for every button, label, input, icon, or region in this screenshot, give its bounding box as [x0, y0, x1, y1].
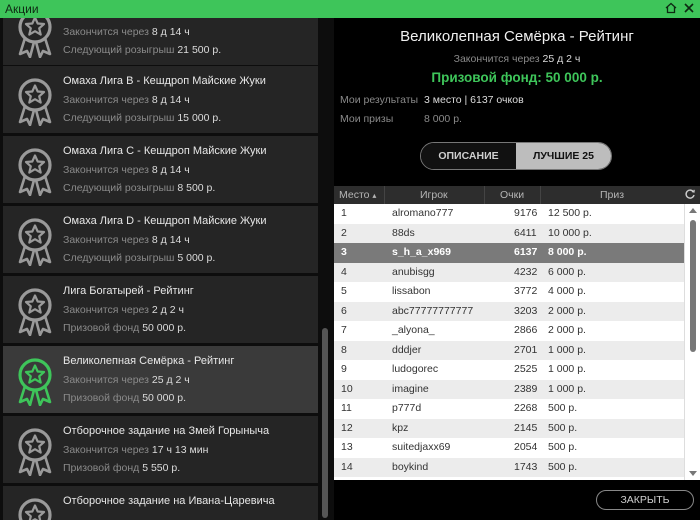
cell-prize: 2 000 р. [548, 304, 586, 317]
promo-line1 [63, 374, 190, 386]
promotions-list [0, 18, 334, 520]
cell-place: 9 [341, 363, 347, 375]
cell-prize: 500 р. [548, 441, 578, 453]
cell-player: anubisgg [392, 265, 435, 278]
cell-player: _alyona_ [392, 324, 435, 336]
promo-line2-value: 21 500 р. [177, 44, 222, 56]
cell-prize: 4 000 р. [548, 285, 586, 297]
promo-line2-label: Следующий розыгрыш [63, 44, 175, 56]
table-row[interactable] [334, 263, 684, 283]
detail-ends-value: 25 д 2 ч [542, 53, 581, 65]
promo-line1-label: Закончится через [63, 234, 149, 246]
my-results-label: Мои результаты [340, 94, 419, 106]
tab-top25[interactable]: ЛУЧШИЕ 25 [516, 143, 611, 169]
cell-points: 1743 [514, 460, 538, 473]
table-row[interactable] [334, 341, 684, 361]
table-row[interactable] [334, 360, 684, 380]
promo-card[interactable] [3, 66, 318, 134]
promo-line2-value: 5 550 р. [142, 462, 181, 474]
promo-card[interactable] [3, 346, 318, 414]
promo-line1 [63, 304, 184, 316]
promo-line2-label: Призовой фонд [63, 392, 140, 404]
cell-player: abc77777777777 [392, 304, 474, 317]
promo-card[interactable] [3, 486, 318, 520]
cell-prize: 1 000 р. [548, 363, 586, 375]
detail-tabs [420, 142, 612, 170]
promo-line2 [63, 252, 215, 264]
leaderboard-table [334, 204, 684, 480]
promo-name: Омаха Лига С - Кешдроп Майские Жуки [63, 145, 267, 157]
cell-prize: 1 000 р. [548, 343, 586, 356]
promo-name: Великолепная Семёрка - Рейтинг [63, 355, 235, 367]
promo-card[interactable] [3, 416, 318, 484]
close-button[interactable]: ЗАКРЫТЬ [596, 490, 694, 510]
cell-player: kpz [392, 421, 409, 434]
promo-line1 [63, 444, 208, 456]
award-ribbon-icon [13, 356, 57, 406]
cell-place: 4 [341, 265, 347, 278]
promo-line1 [63, 234, 190, 246]
cell-prize: 8 000 р. [548, 246, 587, 258]
promo-line1-value: 25 д 2 ч [151, 374, 190, 386]
header-prize[interactable]: Приз [600, 189, 625, 201]
promo-name: Отборочное задание на Змей Горыныча [63, 425, 270, 437]
scroll-down-icon [689, 471, 697, 476]
cell-place: 14 [341, 460, 353, 473]
promo-line1-value: 2 д 2 ч [151, 304, 184, 316]
cell-points: 4232 [514, 265, 538, 278]
promo-line2 [63, 182, 215, 194]
cell-place: 8 [341, 343, 347, 356]
promo-name: Отборочное задание на Ивана-Царевича [63, 495, 275, 507]
promo-line1-value: 8 д 14 ч [151, 94, 190, 106]
cell-player: lissabon [392, 285, 431, 297]
cell-place: 5 [341, 285, 347, 297]
title-bar [0, 0, 700, 18]
promo-line2-label: Призовой фонд [63, 462, 140, 474]
cell-place: 12 [341, 421, 353, 434]
home-icon[interactable] [664, 1, 678, 15]
table-row-current-player[interactable] [334, 243, 684, 263]
cell-place: 7 [341, 324, 347, 336]
promo-line2-value: 15 000 р. [177, 112, 222, 124]
header-points[interactable]: Очки [500, 189, 525, 201]
cell-player: dddjer [392, 343, 422, 356]
award-ribbon-icon [13, 146, 57, 196]
list-scrollbar[interactable] [322, 328, 328, 518]
promo-line1-label: Закончится через [63, 94, 149, 106]
award-ribbon-icon [13, 286, 57, 336]
cell-points: 6411 [514, 226, 537, 239]
table-scroll-thumb[interactable] [690, 220, 696, 352]
cell-prize: 500 р. [548, 402, 578, 414]
table-row[interactable] [334, 458, 684, 478]
promo-line1 [63, 164, 190, 176]
table-row[interactable] [334, 204, 684, 224]
promo-line1-label: Закончится через [63, 444, 149, 456]
award-ribbon-icon [13, 426, 57, 476]
sort-arrow-icon: ▴ [372, 191, 377, 200]
table-row[interactable] [334, 282, 684, 302]
promo-name: Лига Богатырей - Рейтинг [63, 285, 194, 297]
scroll-up-icon [689, 208, 697, 213]
promo-card[interactable] [3, 18, 318, 66]
promo-line1-label: Закончится через [63, 374, 149, 386]
my-prizes-label: Мои призы [340, 113, 394, 125]
my-prizes [340, 113, 462, 125]
prize-fund: Призовой фонд: 50 000 р. [431, 70, 603, 85]
promo-line2-value: 5 000 р. [177, 252, 216, 264]
promo-line2-label: Следующий розыгрыш [63, 112, 175, 124]
table-row[interactable] [334, 399, 684, 419]
table-scrollbar[interactable] [684, 204, 700, 480]
table-row[interactable] [334, 380, 684, 400]
cell-player: ludogorec [392, 363, 439, 375]
table-header [334, 186, 700, 204]
header-player[interactable]: Игрок [420, 189, 448, 201]
header-place[interactable]: Место ▴ [339, 189, 377, 201]
promo-card[interactable] [3, 276, 318, 344]
cell-prize: 12 500 р. [548, 207, 592, 219]
cell-prize: 500 р. [548, 421, 578, 434]
cell-place: 10 [341, 382, 353, 395]
cell-place: 13 [341, 441, 353, 453]
cell-prize: 1 000 р. [548, 382, 586, 395]
promo-line2-value: 50 000 р. [142, 392, 186, 404]
cell-player: suitedjaxx69 [392, 441, 451, 453]
table-row[interactable] [334, 321, 684, 341]
promo-line1-value: 8 д 14 ч [151, 164, 190, 176]
cell-points: 3203 [514, 304, 538, 317]
cell-prize: 2 000 р. [548, 324, 586, 336]
promo-line2 [63, 44, 221, 56]
promo-line1-value: 17 ч 13 мин [151, 444, 209, 456]
cell-place: 1 [341, 207, 347, 219]
promo-line1-label: Закончится через [63, 304, 149, 316]
cell-points: 2701 [514, 343, 538, 356]
cell-place: 6 [341, 304, 347, 317]
cell-place: 2 [341, 226, 347, 239]
refresh-icon[interactable] [684, 188, 696, 203]
cell-prize: 500 р. [548, 460, 578, 473]
detail-title: Великолепная Семёрка - Рейтинг [400, 28, 634, 45]
promo-name: Омаха Лига В - Кешдроп Майские Жуки [63, 75, 266, 87]
promo-line2-label: Следующий розыгрыш [63, 182, 175, 194]
close-icon[interactable] [682, 1, 696, 15]
table-row[interactable] [334, 438, 684, 458]
cell-points: 2525 [514, 363, 538, 375]
cell-points: 2268 [514, 402, 538, 414]
promo-line1 [63, 26, 190, 38]
cell-player: 88ds [392, 226, 415, 239]
detail-ends-label: Закончится через [453, 53, 540, 65]
detail-ends [334, 53, 700, 65]
table-row[interactable] [334, 419, 684, 439]
my-prizes-value: 8 000 р. [424, 113, 462, 125]
promo-line2 [63, 392, 186, 404]
cell-points: 2389 [514, 382, 538, 395]
promo-line2-value: 50 000 р. [142, 322, 186, 334]
award-ribbon-icon [13, 496, 57, 520]
window-title: Акции [5, 2, 39, 16]
cell-points: 6137 [514, 246, 538, 258]
my-results [340, 94, 524, 106]
promo-line2 [63, 112, 221, 124]
cell-points: 9176 [514, 207, 538, 219]
promo-name: Омаха Лига D - Кешдроп Майские Жуки [63, 215, 267, 227]
cell-place: 11 [341, 402, 352, 414]
cell-player: s_h_a_x969 [392, 246, 451, 258]
award-ribbon-icon [13, 216, 57, 266]
promo-line2 [63, 322, 186, 334]
tab-description[interactable]: ОПИСАНИЕ [421, 143, 516, 169]
cell-prize: 6 000 р. [548, 265, 586, 278]
promo-line1-label: Закончится через [63, 26, 149, 38]
cell-prize: 10 000 р. [548, 226, 592, 239]
promo-line1 [63, 94, 190, 106]
table-row[interactable] [334, 302, 684, 322]
promo-card[interactable] [3, 136, 318, 204]
my-results-value: 3 место | 6137 очков [424, 94, 524, 106]
cell-player: p777d [392, 402, 422, 414]
promo-line1-value: 8 д 14 ч [151, 234, 190, 246]
award-ribbon-icon [13, 18, 57, 58]
cell-points: 3772 [514, 285, 538, 297]
cell-points: 2145 [514, 421, 538, 434]
cell-player: alromano777 [392, 207, 454, 219]
promo-card[interactable] [3, 206, 318, 274]
promo-line2 [63, 462, 180, 474]
promo-line2-label: Призовой фонд [63, 322, 140, 334]
promotion-detail [334, 18, 700, 520]
promo-line2-label: Следующий розыгрыш [63, 252, 175, 264]
cell-player: boykind [392, 460, 429, 473]
cell-place: 3 [341, 246, 347, 258]
award-ribbon-icon [13, 76, 57, 126]
promo-line1-value: 8 д 14 ч [151, 26, 190, 38]
cell-player: imagine [392, 382, 429, 395]
promo-line2-value: 8 500 р. [177, 182, 216, 194]
promo-line1-label: Закончится через [63, 164, 149, 176]
cell-points: 2866 [514, 324, 538, 336]
table-row[interactable] [334, 224, 684, 244]
cell-points: 2054 [514, 441, 538, 453]
